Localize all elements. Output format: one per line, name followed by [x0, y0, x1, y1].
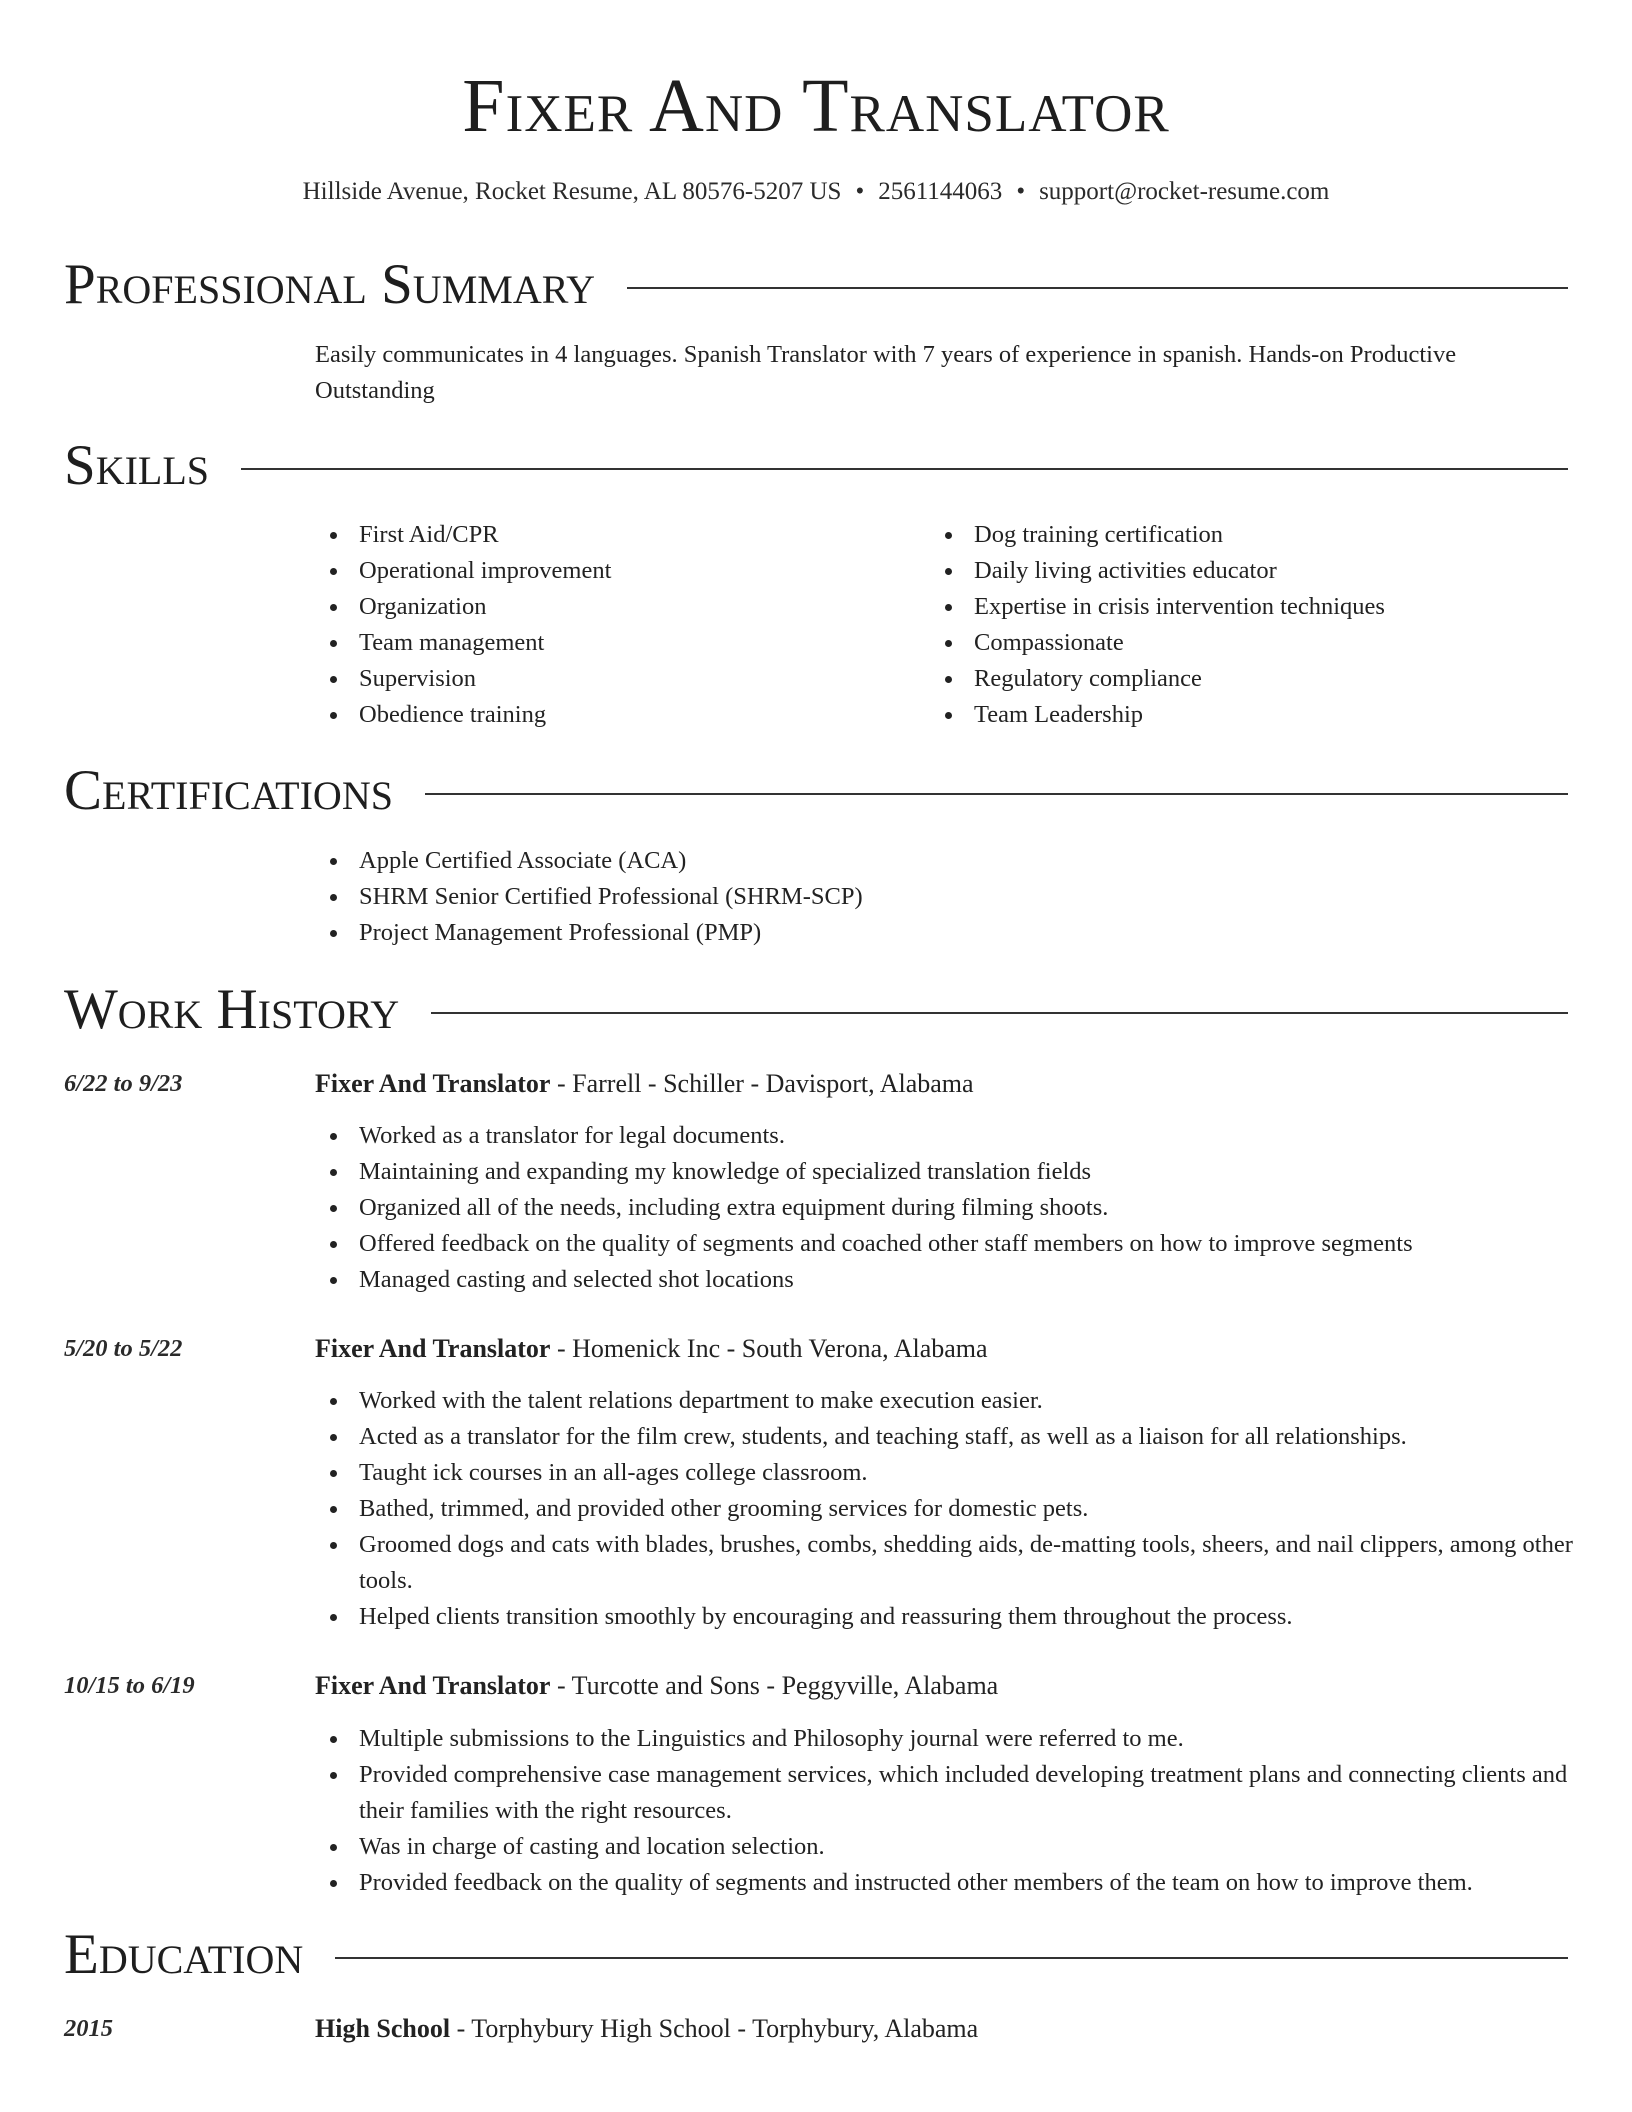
section-divider: [431, 1012, 1568, 1014]
skills-list-right: [930, 517, 1570, 733]
job-bullet: Bathed, trimmed, and provided other grooming services for domestic pets.: [315, 1491, 1575, 1527]
contact-separator: •: [1016, 178, 1026, 205]
skill-item: Obedience training: [315, 697, 915, 733]
job-dates: 6/22 to 9/23: [64, 1070, 183, 1097]
skill-item: Regulatory compliance: [930, 661, 1570, 697]
skill-item: Organization: [315, 589, 915, 625]
job-bullet: Acted as a translator for the film crew, students, and teaching staff, as well as a liaison for all relationships.: [315, 1419, 1575, 1455]
candidate-name: Fixer And Translator: [462, 64, 1170, 148]
job-bullet: Taught ick courses in an all-ages college classroom.: [315, 1455, 1575, 1491]
skills-list-left: [315, 517, 915, 733]
education-degree: High School: [315, 2014, 451, 2043]
section-divider: [335, 1957, 1568, 1959]
job-heading: [315, 1331, 988, 1367]
certification-item: Project Management Professional (PMP): [315, 915, 1575, 951]
certifications-list: [315, 843, 1575, 951]
job-details: - Turcotte and Sons - Peggyville, Alabama: [550, 1671, 999, 1700]
job-bullets: [315, 1118, 1575, 1298]
section-header-skills: [64, 431, 1568, 501]
job-bullet: Was in charge of casting and location selection.: [315, 1829, 1575, 1865]
job-heading: [315, 1066, 974, 1102]
job-bullet: Helped clients transition smoothly by encouraging and reassuring them throughout the process.: [315, 1599, 1575, 1635]
job-bullet: Offered feedback on the quality of segments and coached other staff members on how to improve segments: [315, 1226, 1575, 1262]
skill-item: Team management: [315, 625, 915, 661]
job-details: - Homenick Inc - South Verona, Alabama: [550, 1334, 988, 1363]
skill-item: Operational improvement: [315, 553, 915, 589]
education-year: 2015: [64, 2015, 113, 2042]
section-header-summary: [64, 250, 1568, 320]
skill-item: Dog training certification: [930, 517, 1570, 553]
section-title: Certifications: [64, 759, 393, 822]
job-title: Fixer And Translator: [315, 1069, 551, 1098]
section-title: Professional Summary: [64, 253, 596, 316]
job-bullets: [315, 1383, 1575, 1635]
skill-item: Daily living activities educator: [930, 553, 1570, 589]
job-title: Fixer And Translator: [315, 1671, 551, 1700]
certification-item: Apple Certified Associate (ACA): [315, 843, 1575, 879]
job-bullet: Managed casting and selected shot locations: [315, 1262, 1575, 1298]
section-divider: [627, 287, 1568, 289]
section-title: Work History: [64, 978, 400, 1041]
phone: 2561144063: [878, 178, 1003, 205]
job-details: - Farrell - Schiller - Davisport, Alabama: [550, 1069, 974, 1098]
section-divider: [241, 468, 1568, 470]
job-bullet: Worked as a translator for legal documents.: [315, 1118, 1575, 1154]
job-bullet: Provided feedback on the quality of segments and instructed other members of the team on how to improve them.: [315, 1865, 1575, 1901]
skill-item: Compassionate: [930, 625, 1570, 661]
job-dates: 5/20 to 5/22: [64, 1335, 183, 1362]
education-heading: [315, 2011, 978, 2047]
job-bullet: Worked with the talent relations department to make execution easier.: [315, 1383, 1575, 1419]
job-dates: 10/15 to 6/19: [64, 1672, 195, 1699]
job-bullet: Multiple submissions to the Linguistics and Philosophy journal were referred to me.: [315, 1721, 1575, 1757]
section-divider: [425, 793, 1568, 795]
job-bullet: Organized all of the needs, including extra equipment during filming shoots.: [315, 1190, 1575, 1226]
skill-item: First Aid/CPR: [315, 517, 915, 553]
section-title: Skills: [64, 434, 210, 497]
job-bullet: Provided comprehensive case management services, which included developing treatment plans and connecting clients and their families with the right resources.: [315, 1757, 1575, 1829]
job-title: Fixer And Translator: [315, 1334, 551, 1363]
summary-text: Easily communicates in 4 languages. Spanish Translator with 7 years of experience in spanish. Hands-on Productive Outstanding: [315, 341, 1457, 404]
section-header-certifications: [64, 756, 1568, 826]
skill-item: Expertise in crisis intervention techniques: [930, 589, 1570, 625]
job-bullet: Groomed dogs and cats with blades, brushes, combs, shedding aids, de-matting tools, sheers, and nail clippers, among other tools.: [315, 1527, 1575, 1599]
certification-item: SHRM Senior Certified Professional (SHRM-SCP): [315, 879, 1575, 915]
skill-item: Team Leadership: [930, 697, 1570, 733]
skill-item: Supervision: [315, 661, 915, 697]
job-heading: [315, 1668, 998, 1704]
job-bullets: [315, 1721, 1575, 1901]
section-title: Education: [64, 1923, 304, 1986]
section-header-work-history: [64, 975, 1568, 1045]
contact-line: [0, 175, 1632, 209]
section-header-education: [64, 1920, 1568, 1990]
job-bullet: Maintaining and expanding my knowledge of specialized translation fields: [315, 1154, 1575, 1190]
email: support@rocket-resume.com: [1039, 178, 1330, 205]
address: Hillside Avenue, Rocket Resume, AL 80576-5207 US: [302, 178, 842, 205]
education-details: - Torphybury High School - Torphybury, Alabama: [450, 2014, 979, 2043]
contact-separator: •: [855, 178, 865, 205]
